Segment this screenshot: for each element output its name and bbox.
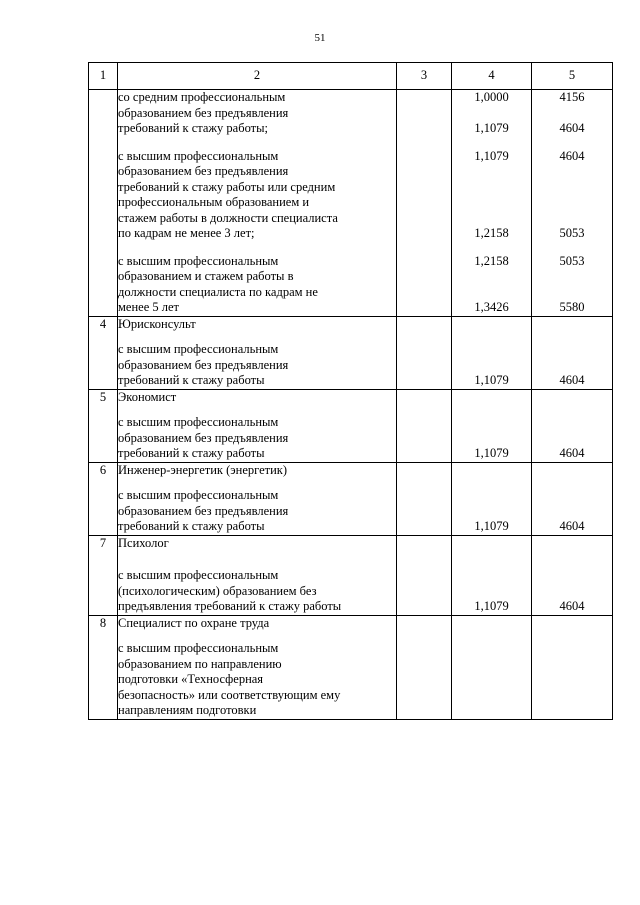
coefficient-cell (452, 90, 532, 317)
header-col-4: 4 (452, 63, 532, 90)
header-row (89, 63, 613, 90)
requirements-cell (118, 389, 397, 462)
row-number: 8 (89, 615, 118, 719)
position-title: Специалист по охране труда (118, 615, 270, 630)
text-line: образованием без предъявления (118, 357, 289, 372)
row-number: 4 (89, 316, 118, 389)
row-number (89, 90, 118, 317)
text-line: менее 5 лет (118, 300, 179, 314)
salary-value: 4604 (559, 518, 585, 533)
row-number: 7 (89, 535, 118, 615)
salary-value: 4156 (559, 90, 585, 104)
coefficient-value: 1,2158 (474, 253, 509, 268)
requirement-block (118, 90, 396, 137)
coefficient-cell (452, 615, 532, 719)
text-line: с высшим профессиональным (118, 415, 279, 429)
row-number: 6 (89, 462, 118, 535)
salary-cell (532, 90, 613, 317)
empty-cell (397, 462, 452, 535)
table-row (89, 535, 613, 615)
text-line: требований к стажу работы (118, 373, 265, 387)
salary-value: 5580 (559, 300, 585, 314)
header-col-1: 1 (89, 63, 118, 90)
empty-cell (397, 316, 452, 389)
text-line: образованием по направлению (118, 656, 282, 671)
salary-value: 5053 (559, 253, 585, 268)
empty-cell (397, 615, 452, 719)
text-line: образованием без предъявления (118, 105, 289, 120)
coefficient-value: 1,1079 (474, 598, 509, 613)
coefficient-value: 1,1079 (474, 445, 509, 460)
text-line: требований к стажу работы или средним (118, 179, 336, 194)
salary-cell (532, 462, 613, 535)
table-row (89, 90, 613, 317)
requirement-block (118, 149, 396, 242)
coefficient-cell (452, 462, 532, 535)
requirements-cell (118, 90, 397, 317)
text-line: по кадрам не менее 3 лет; (118, 226, 255, 240)
text-line: направлениям подготовки (118, 703, 257, 717)
salary-value: 5053 (559, 226, 585, 240)
text-line: образованием без предъявления (118, 503, 289, 518)
requirements-cell (118, 615, 397, 719)
text-line: с высшим профессиональным (118, 641, 279, 655)
header-col-5: 5 (532, 63, 613, 90)
text-line: с высшим профессиональным (118, 568, 279, 582)
coefficient-value: 1,2158 (474, 226, 509, 240)
header-col-3: 3 (397, 63, 452, 90)
text-line: образованием без предъявления (118, 164, 289, 178)
text-line: с высшим профессиональным (118, 488, 279, 502)
text-line: требований к стажу работы (118, 519, 265, 533)
header-col-2: 2 (118, 63, 397, 90)
coefficient-value: 1,1079 (474, 148, 509, 163)
text-line: образованием и стажем работы в (118, 269, 294, 283)
text-line: со средним профессиональным (118, 90, 286, 104)
text-line: предъявления требований к стажу работы (118, 599, 342, 613)
text-line: с высшим профессиональным (118, 148, 279, 163)
salary-table (88, 62, 613, 720)
empty-cell (397, 90, 452, 317)
table-row (89, 316, 613, 389)
salary-cell (532, 615, 613, 719)
position-title: Юрисконсульт (118, 316, 196, 331)
salary-cell (532, 389, 613, 462)
coefficient-value: 1,1079 (474, 121, 509, 135)
salary-value: 4604 (559, 445, 585, 460)
salary-cell (532, 535, 613, 615)
salary-value: 4604 (559, 372, 585, 387)
table-row (89, 462, 613, 535)
salary-value: 4604 (559, 598, 585, 613)
salary-value: 4604 (559, 121, 585, 135)
table-row (89, 615, 613, 719)
text-line: стажем работы в должности специалиста (118, 210, 338, 225)
text-line: должности специалиста по кадрам не (118, 284, 318, 299)
text-line: безопасность» или соответствующим ему (118, 687, 341, 702)
page-number: 51 (314, 32, 326, 44)
requirements-cell (118, 462, 397, 535)
requirement-block (118, 254, 396, 316)
salary-value: 4604 (559, 148, 585, 163)
coefficient-value: 1,1079 (474, 372, 509, 387)
text-line: образованием без предъявления (118, 430, 289, 445)
text-line: с высшим профессиональным (118, 253, 279, 268)
requirements-cell (118, 535, 397, 615)
position-title: Инженер-энергетик (энергетик) (118, 462, 288, 477)
position-title: Экономист (118, 389, 177, 404)
coefficient-value: 1,3426 (474, 300, 509, 314)
text-line: подготовки «Техносферная (118, 672, 264, 686)
text-line: с высшим профессиональным (118, 342, 279, 356)
coefficient-value: 1,0000 (474, 90, 509, 104)
text-line: требований к стажу работы; (118, 121, 268, 135)
coefficient-cell (452, 316, 532, 389)
requirements-cell (118, 316, 397, 389)
coefficient-cell (452, 535, 532, 615)
row-number: 5 (89, 389, 118, 462)
empty-cell (397, 389, 452, 462)
empty-cell (397, 535, 452, 615)
text-line: требований к стажу работы (118, 446, 265, 460)
coefficient-cell (452, 389, 532, 462)
coefficient-value: 1,1079 (474, 518, 509, 533)
text-line: профессиональным образованием и (118, 195, 310, 209)
salary-cell (532, 316, 613, 389)
position-title: Психолог (118, 535, 169, 550)
table-row (89, 389, 613, 462)
text-line: (психологическим) образованием без (118, 583, 317, 598)
